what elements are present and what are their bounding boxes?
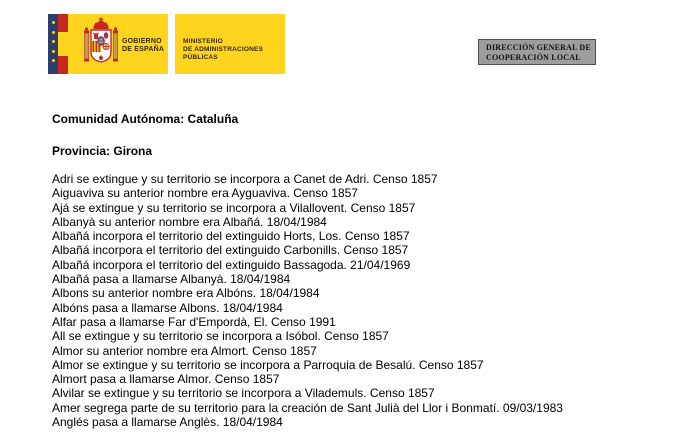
entry-line: Adri se extingue y su territorio se incorpora a Canet de Adri. Censo 1857: [52, 172, 438, 186]
ministry-logo: [175, 14, 285, 74]
entry-line: Albañá pasa a llamarse Albanyà. 18/04/1984: [52, 272, 291, 287]
department-box: [478, 39, 596, 65]
ministry-label: [183, 38, 263, 62]
department-line2: COOPERACIÓN LOCAL: [486, 53, 581, 62]
ministry-label-line1: MINISTERIO: [183, 38, 223, 45]
spain-flag-strip-icon: [58, 14, 68, 74]
star-icon: [52, 21, 55, 24]
province-heading: Provincia: Girona: [52, 144, 153, 158]
gobierno-logo: [48, 14, 168, 74]
gobierno-label-line1: GOBIERNO: [122, 38, 162, 45]
entry-line: Almor su anterior nombre era Almort. Censo 1857: [52, 343, 317, 358]
entry-line: Albañá incorpora el territorio del extinguido Horts, Los. Censo 1857: [52, 229, 410, 244]
entry-line: All se extingue y su territorio se incorpora a Isóbol. Censo 1857: [52, 329, 389, 344]
entry-line: Alfar pasa a llamarse Far d'Empordà, El. Censo 1991: [52, 314, 336, 329]
entry-line: Albóns pasa a llamarse Albons. 18/04/1984: [52, 300, 283, 315]
ministry-label-line3: PÚBLICAS: [183, 54, 218, 61]
entry-line: Aiguaviva su anterior nombre era Ayguaviva. Censo 1857: [52, 186, 358, 201]
entry-line: Albañá incorpora el territorio del extinguido Carbonills. Censo 1857: [52, 243, 409, 258]
department-line1: DIRECCIÓN GENERAL DE: [486, 43, 591, 52]
entry-line: Amer segrega parte de su territorio para la creación de Sant Julià del Llor i Bonmatí. 09/03/1983: [52, 400, 563, 415]
star-icon: [52, 40, 55, 43]
entry-line: Albons su anterior nombre era Albóns. 18/04/1984: [52, 286, 320, 301]
eu-stars-strip-icon: [48, 14, 58, 74]
star-icon: [52, 59, 55, 62]
entry-line: Almor se extingue y su territorio se incorpora a Parroquia de Besalú. Censo 1857: [52, 357, 484, 372]
entry-line: Albanyà su anterior nombre era Albañá. 18/04/1984: [52, 214, 327, 229]
entry-line: Anglés pasa a llamarse Anglès. 18/04/1984: [52, 415, 283, 430]
ministry-label-line2: DE ADMINISTRACIONES: [183, 46, 264, 53]
community-heading: Comunidad Autónoma: Cataluña: [52, 112, 239, 126]
entries-list: [52, 172, 692, 429]
gobierno-label-line2: DE ESPAÑA: [122, 46, 165, 53]
entry-line: Ajá se extingue y su territorio se incorpora a Vilallovent. Censo 1857: [52, 200, 416, 215]
gobierno-label: [122, 38, 164, 54]
entry-line: Alvilar se extingue y su territorio se incorpora a Vilademuls. Censo 1857: [52, 386, 435, 401]
star-icon: [52, 31, 55, 34]
entry-line: Almort pasa a llamarse Almor. Censo 1857: [52, 372, 280, 387]
entry-line: Albañá incorpora el territorio del extinguido Bassagoda. 21/04/1969: [52, 257, 411, 272]
spain-coat-of-arms-icon: [84, 17, 118, 71]
star-icon: [52, 50, 55, 53]
